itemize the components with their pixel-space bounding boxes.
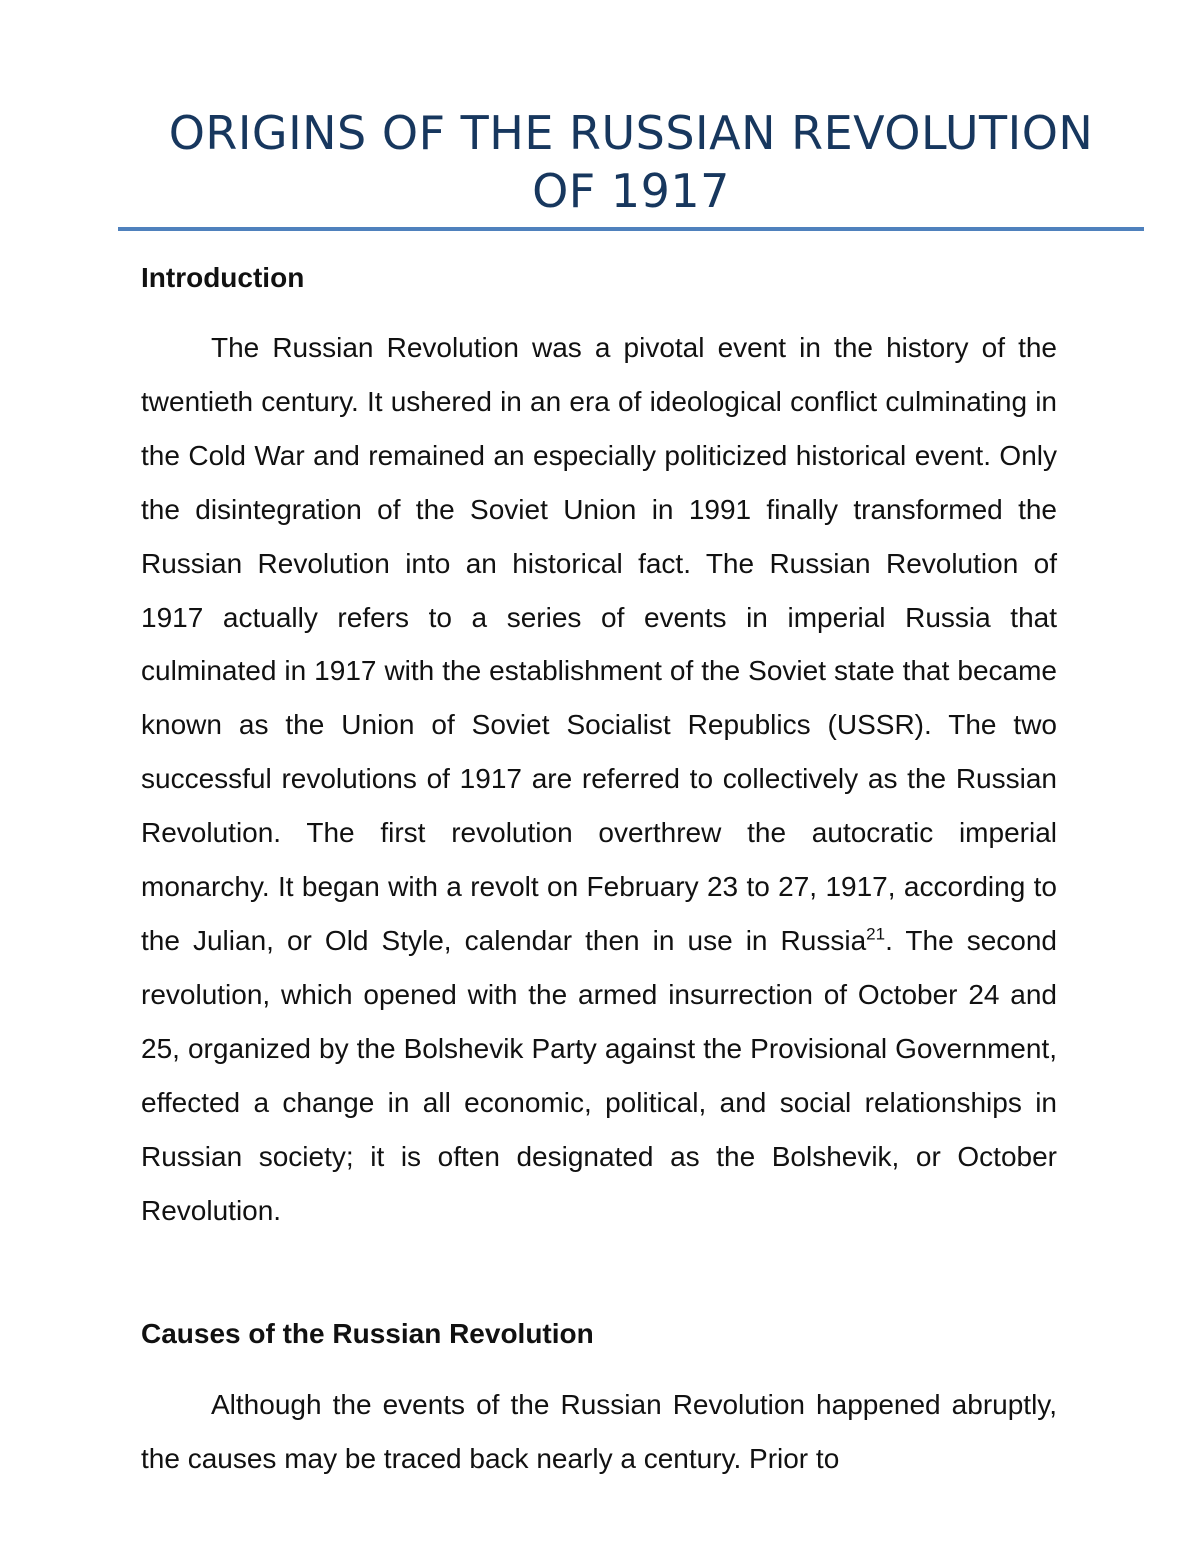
document-title — [118, 104, 1144, 220]
footnote-reference[interactable]: 21 — [866, 924, 886, 944]
introduction-paragraph — [141, 321, 1057, 1237]
introduction-text-part-1: The Russian Revolution was a pivotal event in the history of the twentieth century. It ushered in an era of ideological conflict culminating in the Cold War and remained an especially politicized historical event. Only the disintegration of the Soviet Union in 1991 finally transformed the Russian Revolution into an historical fact. The Russian Revolution of 1917 actually refers to a series of events in imperial Russia that culminated in 1917 with the establishment of the Soviet state that became known as the Union of Soviet Socialist Republics (USSR). The two successful revolutions of 1917 are referred to collectively as the Russian Revolution. The first revolution overthrew the autocratic imperial monarchy. It began with a revolt on February 23 to 27, 1917, according to the Julian, or Old Style, calendar then in use in Russia — [141, 332, 1057, 956]
title-line-1: ORIGINS OF THE RUSSIAN REVOLUTION — [168, 106, 1094, 160]
causes-heading: Causes of the Russian Revolution — [141, 1318, 594, 1349]
causes-paragraph: Although the events of the Russian Revolution happened abruptly, the causes may be traced back nearly a century. Prior to — [141, 1389, 1057, 1474]
introduction-heading: Introduction — [141, 262, 305, 293]
title-underline-divider — [118, 227, 1144, 231]
introduction-text-part-2: . The second revolution, which opened with the armed insurrection of October 24 and 25, organized by the Bolshevik Party against the Provisional Government, effected a change in all economic, political, and social relationships in Russian society; it is often designated as the Bolshevik, or October Revolution. — [141, 924, 1058, 1226]
title-line-2: OF 1917 — [532, 164, 730, 218]
